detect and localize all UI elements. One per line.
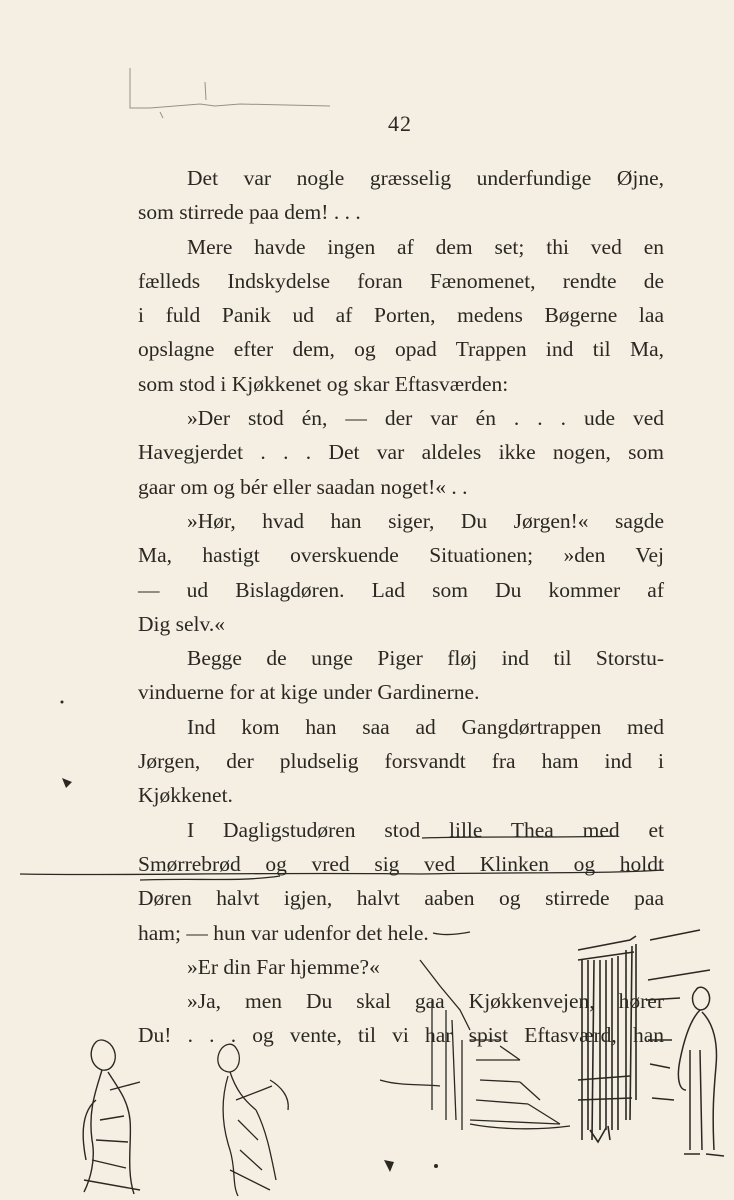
paragraph-line: Mere havde ingen af dem set; thi ved en <box>187 234 664 259</box>
page-number: 42 <box>388 111 412 136</box>
paragraph-line: Ind kom han saa ad Gangdørtrappen med <box>187 714 664 739</box>
paragraph-line: »Ja, men Du skal gaa Kjøkkenvejen, hører <box>187 989 664 1014</box>
paragraph-line: som stirrede paa dem! . . . <box>138 200 361 225</box>
paragraph-line: »Der stod én, — der var én . . . ude ved <box>187 406 664 431</box>
paragraph-line: fælleds Indskydelse foran Fænomenet, rendte de <box>138 268 664 293</box>
paragraph-line: ham; — hun var udenfor det hele. <box>138 920 429 945</box>
paragraph-line: Jørgen, der pludselig forsvandt fra ham ind i <box>138 749 664 774</box>
paragraph-line: Dig selv.« <box>138 611 225 636</box>
paragraph-line: »Er din Far hjemme?« <box>187 954 380 979</box>
sketch-figure-left <box>83 1040 140 1194</box>
paragraph-line: som stod i Kjøkkenet og skar Eftasværden: <box>138 371 509 396</box>
paragraph-line: »Hør, hvad han siger, Du Jørgen!« sagde <box>187 508 664 533</box>
paragraph-line: — ud Bislagdøren. Lad som Du kommer af <box>138 577 664 602</box>
paragraph-line: Døren halvt igjen, halvt aaben og stirrede paa <box>138 886 664 911</box>
paragraph-line: opslagne efter dem, og opad Trappen ind til Ma, <box>138 337 664 362</box>
paragraph-line: I Dagligstudøren stod lille Thea med et <box>187 817 664 842</box>
paragraph-line: Smørrebrød og vred sig ved Klinken og holdt <box>138 851 664 876</box>
paragraph-line: Ma, hastigt overskuende Situationen; »den Vej <box>138 543 664 568</box>
sketch-figure-center-left <box>218 1044 288 1196</box>
body-text <box>138 161 664 1053</box>
paragraph-line: Det var nogle græsselig underfundige Øjne, <box>187 166 664 190</box>
paragraph-line: vinduerne for at kige under Gardinerne. <box>138 680 480 705</box>
paragraph-line: Begge de unge Piger fløj ind til Storstu- <box>187 646 664 671</box>
paragraph-line: i fuld Panik ud af Porten, medens Bøgerne laa <box>138 303 664 328</box>
paragraph-line: Kjøkkenet. <box>138 783 233 808</box>
paragraph-line: Havegjerdet . . . Det var aldeles ikke nogen, som <box>138 440 664 465</box>
paragraph-line: gaar om og bér eller saadan noget!« . . <box>138 474 468 499</box>
paragraph-line: Du! . . . og vente, til vi har spist Eftasværd, han <box>138 1023 664 1048</box>
